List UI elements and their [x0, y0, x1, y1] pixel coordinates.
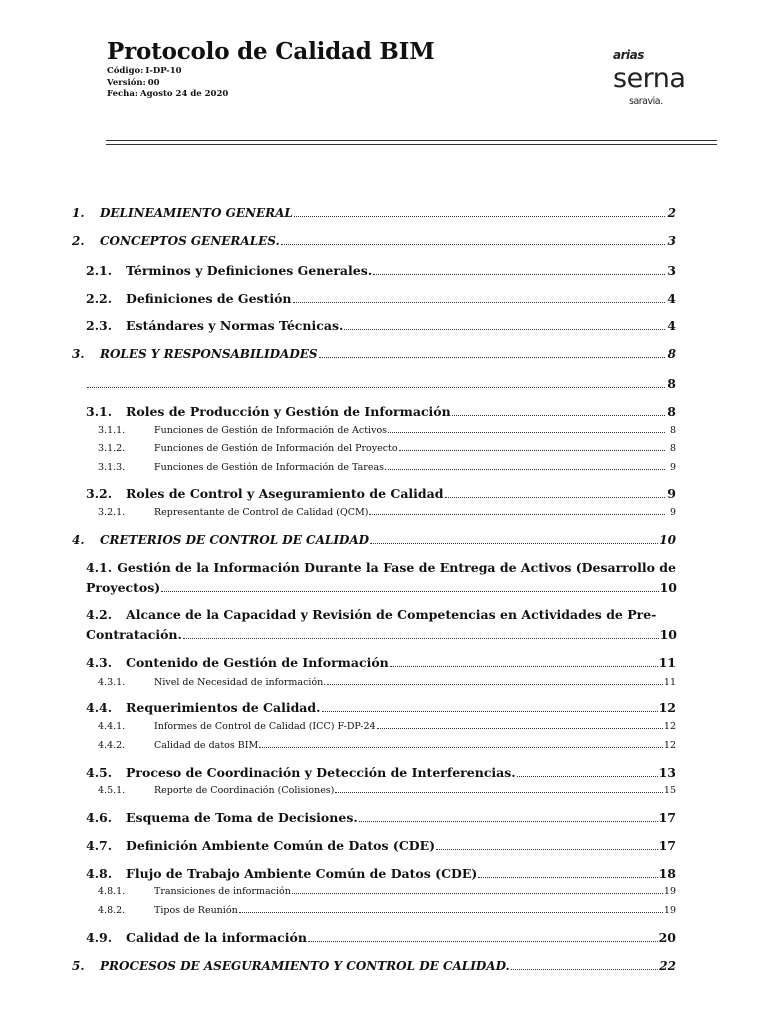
toc-entry-4-4-1[interactable]: 4.4.1. Informes de Control de Calidad (ICC) F-DP-24 12 — [98, 721, 676, 732]
toc-entry-3-1-1[interactable]: 3.1.1. Funciones de Gestión de Información de Activos 8 — [98, 425, 676, 436]
toc-entry-4-4[interactable]: 4.4. Requerimientos de Calidad. 12 — [86, 700, 676, 715]
document-version: Versión: 00 — [107, 77, 160, 88]
toc-entry-untitled[interactable]: 8 — [86, 376, 676, 391]
toc-entry-4-4-2[interactable]: 4.4.2. Calidad de datos BIM 12 — [98, 740, 676, 751]
document-date: Fecha: Agosto 24 de 2020 — [107, 89, 229, 99]
toc-entry-4-5[interactable]: 4.5. Proceso de Coordinación y Detección de Interferencias. 13 — [86, 765, 676, 780]
toc-entry-4-2[interactable]: 4.2. Alcance de la Capacidad y Revisión de Competencias en Actividades de Pre- Contratación. 10 — [86, 607, 677, 642]
toc-entry-4-8[interactable]: 4.8. Flujo de Trabajo Ambiente Común de Datos (CDE) 18 — [86, 866, 676, 881]
toc-entry-4-3[interactable]: 4.3. Contenido de Gestión de Información 11 — [86, 655, 676, 670]
toc-entry-4-3-1[interactable]: 4.3.1. Nivel de Necesidad de información. 11 — [98, 677, 676, 688]
toc-entry-4-9[interactable]: 4.9. Calidad de la información 20 — [86, 930, 676, 945]
toc-entry-3-1-2[interactable]: 3.1.2. Funciones de Gestión de Información del Proyecto 8 — [98, 443, 676, 454]
toc-entry-4-8-1[interactable]: 4.8.1. Transiciones de información 19 — [98, 886, 676, 897]
toc-entry-3-2[interactable]: 3.2. Roles de Control y Aseguramiento de Calidad 9 — [86, 486, 676, 501]
toc-entry-3-1[interactable]: 3.1. Roles de Producción y Gestión de Información 8 — [86, 404, 676, 419]
toc-entry-4-8-2[interactable]: 4.8.2. Tipos de Reunión 19 — [98, 905, 676, 916]
company-logo: arias serna saravia. — [613, 48, 686, 107]
toc-entry-3-2-1[interactable]: 3.2.1. Representante de Control de Calidad (QCM) 9 — [98, 507, 676, 518]
toc-entry-4[interactable]: 4. CRETERIOS DE CONTROL DE CALIDAD 10 — [72, 533, 676, 547]
toc-entry-2-2[interactable]: 2.2. Definiciones de Gestión 4 — [86, 291, 676, 306]
document-title: Protocolo de Calidad BIM — [107, 38, 435, 65]
toc-entry-4-7[interactable]: 4.7. Definición Ambiente Común de Datos (CDE) 17 — [86, 838, 676, 853]
toc-entry-4-6[interactable]: 4.6. Esquema de Toma de Decisiones. 17 — [86, 810, 676, 825]
toc-entry-2-1[interactable]: 2.1. Términos y Definiciones Generales. 3 — [86, 263, 676, 278]
toc-entry-1[interactable]: 1. DELINEAMIENTO GENERAL 2 — [72, 206, 676, 220]
toc-entry-2-3[interactable]: 2.3. Estándares y Normas Técnicas. 4 — [86, 318, 676, 333]
toc-entry-3-1-3[interactable]: 3.1.3. Funciones de Gestión de Información de Tareas. 9 — [98, 462, 676, 473]
document-code: Código: I-DP-10 — [107, 66, 182, 76]
toc-entry-5[interactable]: 5. PROCESOS DE ASEGURAMIENTO Y CONTROL DE CALIDAD. 22 — [72, 959, 676, 973]
toc-entry-4-1[interactable]: 4.1. Gestión de la Información Durante la Fase de Entrega de Activos (Desarrollo de Proyectos) 10 — [86, 560, 677, 595]
toc-entry-4-5-1[interactable]: 4.5.1. Reporte de Coordinación (Colisiones) 15 — [98, 785, 676, 796]
toc-entry-3[interactable]: 3. ROLES Y RESPONSABILIDADES 8 — [72, 347, 676, 361]
toc-entry-2[interactable]: 2. CONCEPTOS GENERALES. 3 — [72, 234, 676, 248]
